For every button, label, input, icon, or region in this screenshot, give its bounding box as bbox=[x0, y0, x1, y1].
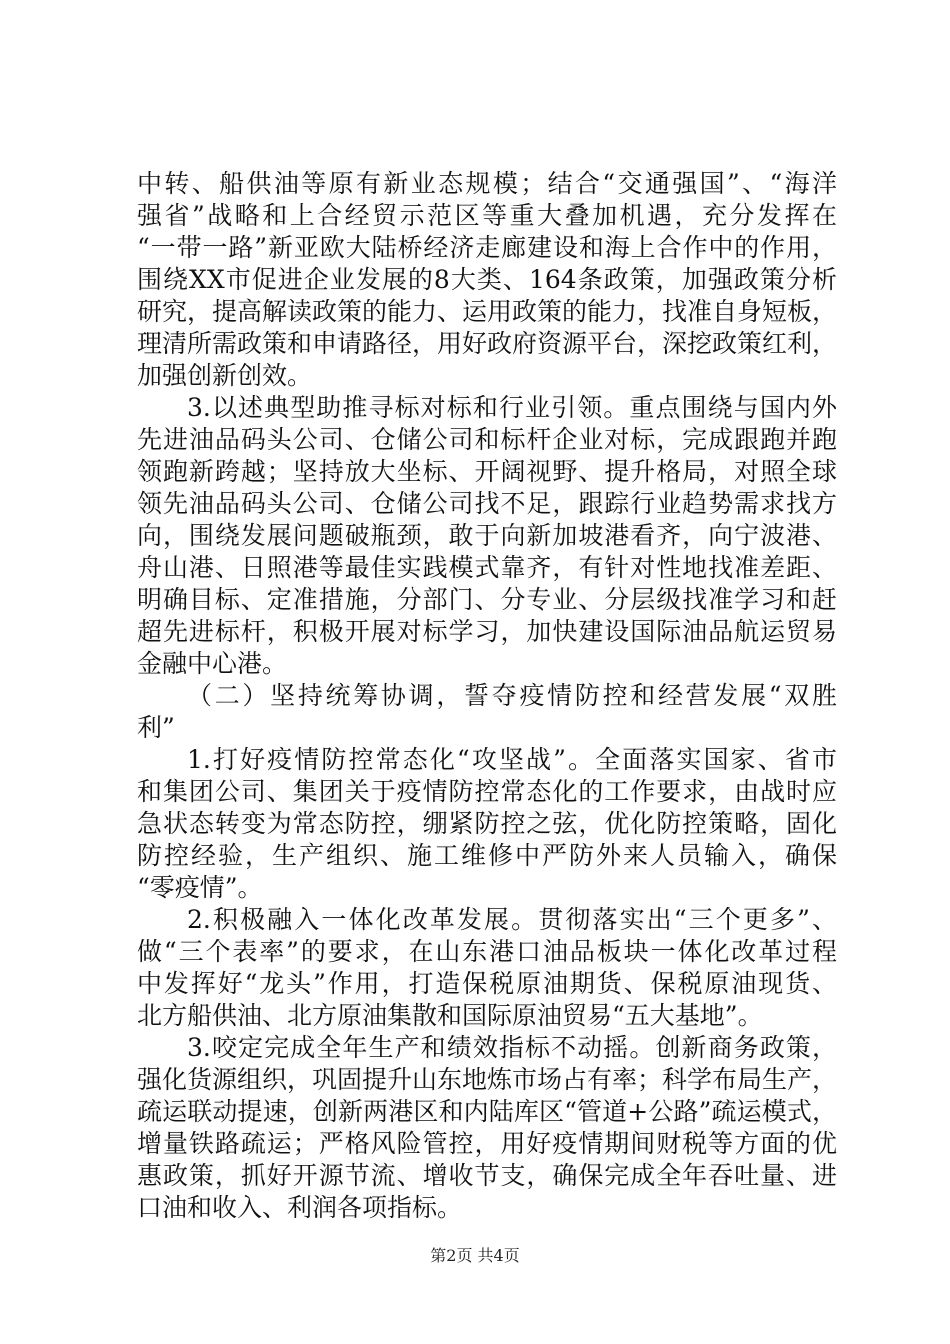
text-line: 理清所需政策和申请路径，用好政府资源平台，深挖政策红利， bbox=[137, 329, 837, 358]
text-line: 围绕XX市促进企业发展的8大类、164条政策，加强政策分析 bbox=[137, 265, 837, 294]
text-line: 明确目标、定准措施，分部门、分专业、分层级找准学习和赶 bbox=[137, 585, 837, 614]
section-heading-line: 利” bbox=[137, 713, 175, 742]
text-line: 强化货源组织，巩固提升山东地炼市场占有率；科学布局生产， bbox=[137, 1065, 837, 1094]
text-line: 惠政策，抓好开源节流、增收节支，确保完成全年吞吐量、进 bbox=[137, 1161, 837, 1190]
text-line: 研究，提高解读政策的能力、运用政策的能力，找准自身短板， bbox=[137, 297, 837, 326]
paragraph-start-line: 3.咬定完成全年生产和绩效指标不动摇。创新商务政策， bbox=[187, 1033, 837, 1062]
section-heading-line: （二）坚持统筹协调，誓夺疫情防控和经营发展“双胜 bbox=[187, 681, 837, 710]
text-line: 先进油品码头公司、仓储公司和标杆企业对标，完成跟跑并跑 bbox=[137, 425, 837, 454]
paragraph-start-line: 2.积极融入一体化改革发展。贯彻落实出“三个更多”、 bbox=[187, 905, 837, 934]
text-line: 口油和收入、利润各项指标。 bbox=[137, 1193, 463, 1222]
text-line: 北方船供油、北方原油集散和国际原油贸易“五大基地”。 bbox=[137, 1001, 763, 1030]
text-line: 疏运联动提速，创新两港区和内陆库区“管道+公路”疏运模式， bbox=[137, 1097, 837, 1126]
text-line: 急状态转变为常态防控，绷紧防控之弦，优化防控策略，固化 bbox=[137, 809, 837, 838]
text-line: 强省”战略和上合经贸示范区等重大叠加机遇，充分发挥在 bbox=[137, 201, 837, 230]
text-line: 中转、船供油等原有新业态规模；结合“交通强国”、“海洋 bbox=[137, 169, 837, 198]
text-line: “一带一路”新亚欧大陆桥经济走廊建设和海上合作中的作用， bbox=[137, 233, 837, 262]
text-line: 超先进标杆，积极开展对标学习，加快建设国际油品航运贸易 bbox=[137, 617, 837, 646]
text-line: 向，围绕发展问题破瓶颈，敢于向新加坡港看齐，向宁波港、 bbox=[137, 521, 837, 550]
text-line: 领跑新跨越；坚持放大坐标、开阔视野、提升格局，对照全球 bbox=[137, 457, 837, 486]
text-line: 中发挥好“龙头”作用，打造保税原油期货、保税原油现货、 bbox=[137, 969, 837, 998]
text-line: 增量铁路疏运；严格风险管控，用好疫情期间财税等方面的优 bbox=[137, 1129, 837, 1158]
paragraph-start-line: 3.以述典型助推寻标对标和行业引领。重点围绕与国内外 bbox=[187, 393, 837, 422]
text-line: 和集团公司、集团关于疫情防控常态化的工作要求，由战时应 bbox=[137, 777, 837, 806]
text-line: 加强创新创效。 bbox=[137, 361, 313, 390]
body-text bbox=[137, 168, 837, 1224]
page-footer: 第2页 共4页 bbox=[430, 1246, 520, 1265]
text-line: 做“三个表率”的要求，在山东港口油品板块一体化改革过程 bbox=[137, 937, 837, 966]
text-line: “零疫情”。 bbox=[137, 873, 263, 902]
text-line: 防控经验，生产组织、施工维修中严防外来人员输入，确保 bbox=[137, 841, 837, 870]
text-line: 舟山港、日照港等最佳实践模式靠齐，有针对性地找准差距、 bbox=[137, 553, 837, 582]
paragraph-start-line: 1.打好疫情防控常态化“攻坚战”。全面落实国家、省市 bbox=[187, 745, 837, 774]
text-line: 金融中心港。 bbox=[137, 649, 288, 678]
text-line: 领先油品码头公司、仓储公司找不足，跟踪行业趋势需求找方 bbox=[137, 489, 837, 518]
